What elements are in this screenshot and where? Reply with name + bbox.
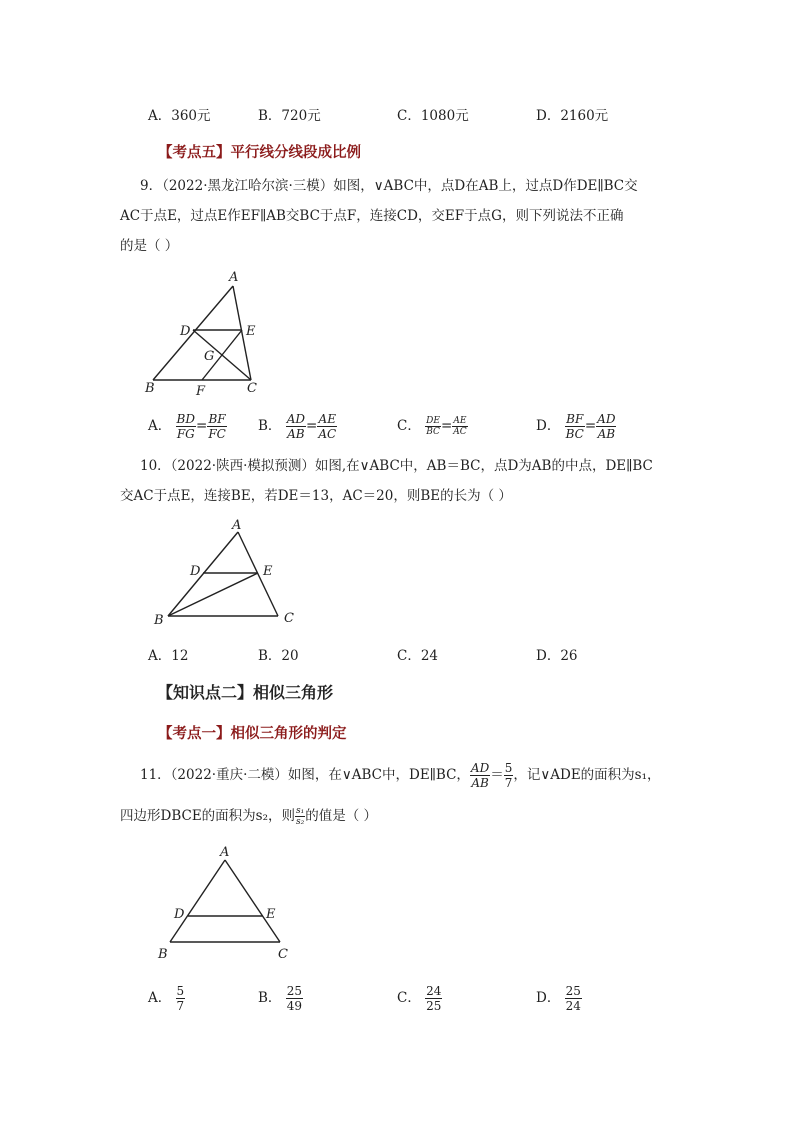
section-heading-zs2: 【知识点二】相似三角形 bbox=[157, 683, 334, 702]
option-letter: B． bbox=[258, 990, 282, 1006]
fraction: $\frac{AE}{AC}$ bbox=[318, 412, 337, 441]
option-letter: B． bbox=[258, 418, 282, 434]
q11-option-c bbox=[397, 984, 442, 1013]
section-bracket: 【考点五】 bbox=[158, 145, 231, 161]
option-letter: A． bbox=[148, 108, 172, 124]
fraction: $\frac{25}{49}$ bbox=[286, 984, 302, 1013]
option-letter: C． bbox=[397, 648, 421, 664]
q9-option-b: B． $\frac{AD}{AB}$ = $\frac{AE}{AC}$ bbox=[258, 412, 337, 441]
fraction: $\frac{5}{7}$ bbox=[176, 984, 185, 1013]
side-ab bbox=[168, 532, 238, 616]
section-heading-kd5 bbox=[158, 141, 361, 162]
label-c: C bbox=[247, 381, 257, 396]
option-letter: D． bbox=[536, 108, 561, 124]
label-e: E bbox=[263, 564, 273, 579]
section-heading-kd1 bbox=[158, 722, 347, 743]
fraction: $\frac{AE}{AC}$ bbox=[453, 416, 467, 437]
option-text: 26 bbox=[560, 648, 578, 664]
fraction: $\frac{BD}{FG}$ bbox=[176, 412, 195, 441]
option-letter: D． bbox=[536, 648, 561, 664]
q8-option-b bbox=[258, 104, 321, 124]
label-c: C bbox=[278, 947, 288, 962]
option-letter: A． bbox=[148, 418, 172, 434]
label-d: D bbox=[180, 324, 191, 339]
q10-option-b bbox=[258, 644, 299, 664]
label-e: E bbox=[246, 324, 256, 339]
q9-figure bbox=[140, 266, 280, 402]
q9-line1: 9．（2022·黑龙江哈尔滨·三模）如图，∨ABC中，点D在AB上，过点D作DE∥BC交 bbox=[140, 178, 638, 194]
section-bracket: 【考点一】 bbox=[158, 726, 231, 742]
q10-option-d bbox=[536, 644, 578, 664]
option-letter: D． bbox=[536, 990, 561, 1006]
fraction-s1-s2: $\frac{\text{s₁}}{\text{s₂}}$ bbox=[296, 806, 305, 827]
q11-line1 bbox=[140, 760, 661, 790]
q10-line2: 交AC于点E，连接BE，若DE＝13，AC＝20，则BE的长为（ ） bbox=[120, 488, 512, 504]
q11-line2-post: 的值是（ ） bbox=[305, 808, 378, 824]
option-text: 24 bbox=[420, 648, 439, 664]
q8-option-c bbox=[397, 104, 469, 124]
fraction: $\frac{AD}{AB}$ bbox=[286, 412, 306, 441]
label-g: G bbox=[204, 349, 215, 364]
option-text: 720元 bbox=[281, 108, 321, 124]
option-text: 1080元 bbox=[420, 108, 469, 124]
segment-be bbox=[168, 573, 258, 616]
q9-line3: 的是（ ） bbox=[120, 238, 179, 254]
q10-line1: 10．（2022·陕西·模拟预测）如图,在∨ABC中，AB＝BC，点D为AB的中点，DE∥BC bbox=[140, 458, 653, 474]
q11-option-a bbox=[148, 984, 185, 1013]
q10-option-c bbox=[397, 644, 438, 664]
label-a: A bbox=[232, 518, 242, 533]
fraction: $\frac{AD}{AB}$ bbox=[597, 412, 616, 441]
fraction-ad-ab: $\frac{AD}{AB}$ bbox=[470, 761, 490, 790]
label-c: C bbox=[284, 611, 294, 626]
fraction: $\frac{25}{24}$ bbox=[565, 984, 581, 1013]
q9-line2: AC于点E，过点E作EF∥AB交BC于点F，连接CD，交EF于点G，则下列说法不正确 bbox=[120, 208, 624, 224]
option-text: 2160元 bbox=[560, 108, 609, 124]
q9-option-d: D． $\frac{BF}{BC}$ = $\frac{AD}{AB}$ bbox=[536, 412, 616, 441]
option-letter: C． bbox=[397, 108, 421, 124]
q11-line2 bbox=[120, 802, 377, 830]
option-letter: D． bbox=[536, 418, 561, 434]
q10-figure bbox=[148, 516, 308, 630]
fraction: $\frac{24}{25}$ bbox=[426, 984, 442, 1013]
label-d: D bbox=[190, 564, 201, 579]
q11-figure bbox=[150, 842, 310, 966]
equals: ＝ bbox=[490, 767, 504, 783]
q9-option-c: C． $\frac{DE}{BC}$ = $\frac{AE}{AC}$ bbox=[397, 416, 467, 437]
label-d: D bbox=[174, 907, 185, 922]
q11-line1-post: ，记∨ADE的面积为s₁， bbox=[513, 767, 661, 783]
fraction: $\frac{BF}{BC}$ bbox=[565, 412, 584, 441]
section-title: 平行线分线段成比例 bbox=[230, 145, 361, 161]
side-ab bbox=[153, 286, 233, 380]
fraction: $\frac{BF}{FC}$ bbox=[208, 412, 226, 441]
fraction-value: $\frac{5}{7}$ bbox=[504, 761, 513, 790]
side-ac bbox=[225, 860, 280, 942]
option-letter: A． bbox=[148, 990, 172, 1006]
option-letter: A． bbox=[148, 648, 172, 664]
q8-option-a bbox=[148, 104, 211, 124]
label-b: B bbox=[158, 947, 168, 962]
option-letter: C． bbox=[397, 418, 421, 434]
label-e: E bbox=[266, 907, 276, 922]
side-ab bbox=[170, 860, 225, 942]
label-f: F bbox=[196, 384, 206, 399]
q9-option-a: A． $\frac{BD}{FG}$ = $\frac{BF}{FC}$ bbox=[148, 412, 226, 441]
label-a: A bbox=[220, 845, 230, 860]
q11-line1-pre: 11．（2022·重庆·二模）如图，在∨ABC中，DE∥BC， bbox=[140, 767, 470, 783]
option-text: 360元 bbox=[171, 108, 211, 124]
q10-option-a bbox=[148, 644, 188, 664]
option-text: 12 bbox=[171, 648, 189, 664]
option-text: 20 bbox=[281, 648, 299, 664]
option-letter: B． bbox=[258, 648, 282, 664]
section-title: 相似三角形的判定 bbox=[230, 726, 347, 742]
label-a: A bbox=[229, 270, 239, 285]
q8-option-d bbox=[536, 104, 608, 124]
label-b: B bbox=[154, 613, 164, 628]
q11-option-d bbox=[536, 984, 582, 1013]
option-letter: C． bbox=[397, 990, 421, 1006]
option-letter: B． bbox=[258, 108, 282, 124]
q11-line2-pre: 四边形DBCE的面积为s₂，则 bbox=[120, 808, 296, 824]
fraction: $\frac{DE}{BC}$ bbox=[426, 416, 440, 437]
q11-option-b bbox=[258, 984, 303, 1013]
label-b: B bbox=[145, 381, 155, 396]
